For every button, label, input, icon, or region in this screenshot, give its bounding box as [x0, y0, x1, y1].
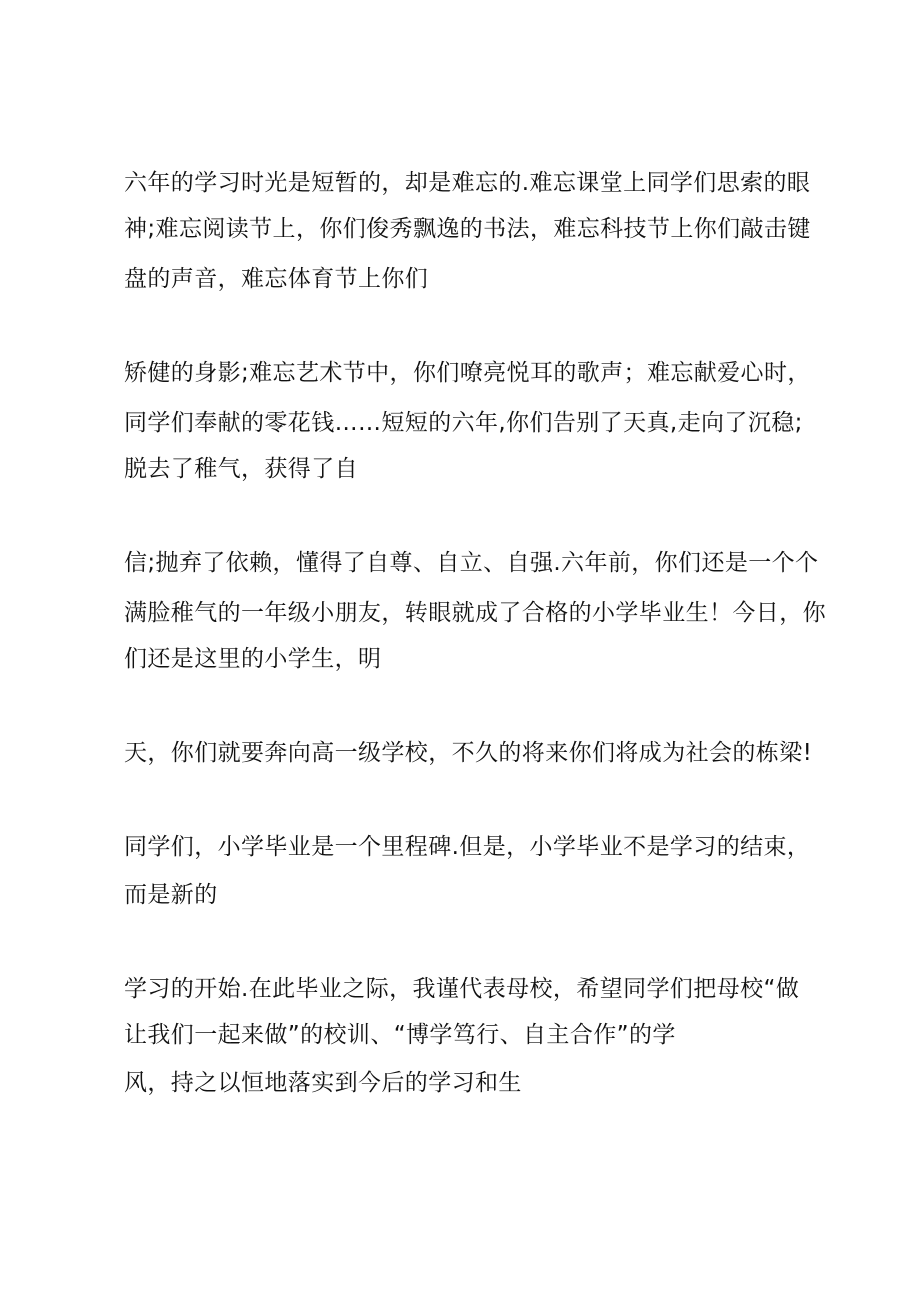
text-line: 矫健的身影;难忘艺术节中，你们嘹亮悦耳的歌声；难忘献爱心时， — [124, 360, 811, 386]
text-line: 盘的声音，难忘体育节上你们 — [124, 266, 429, 292]
text-line: 天，你们就要奔向高一级学校，不久的将来你们将成为社会的栋梁! — [124, 740, 813, 766]
text-line: 学习的开始.在此毕业之际，我谨代表母校，希望同学们把母校“做 — [124, 976, 800, 1002]
text-line: 满脸稚气的一年级小朋友，转眼就成了合格的小学毕业生！今日，你 — [124, 600, 826, 626]
text-line: 信;抛弃了依赖，懂得了自尊、自立、自强.六年前，你们还是一个个 — [124, 550, 819, 576]
text-line: 六年的学习时光是短暂的，却是难忘的.难忘课堂上同学们思索的眼 — [124, 170, 811, 196]
text-line: 神;难忘阅读节上，你们俊秀飘逸的书法，难忘科技节上你们敲击键 — [124, 216, 811, 242]
text-line: 同学们，小学毕业是一个里程碑.但是，小学毕业不是学习的结束， — [124, 834, 811, 860]
text-line: 脱去了稚气，获得了自 — [124, 456, 358, 482]
text-line: 而是新的 — [124, 882, 218, 908]
text-line: 风，持之以恒地落实到今后的学习和生 — [124, 1070, 522, 1096]
text-line: 们还是这里的小学生，明 — [124, 646, 382, 672]
text-line: 同学们奉献的零花钱……短短的六年,你们告别了天真,走向了沉稳; — [124, 410, 803, 436]
text-line: 让我们一起来做”的校训、“博学笃行、自主合作”的学 — [124, 1022, 676, 1048]
